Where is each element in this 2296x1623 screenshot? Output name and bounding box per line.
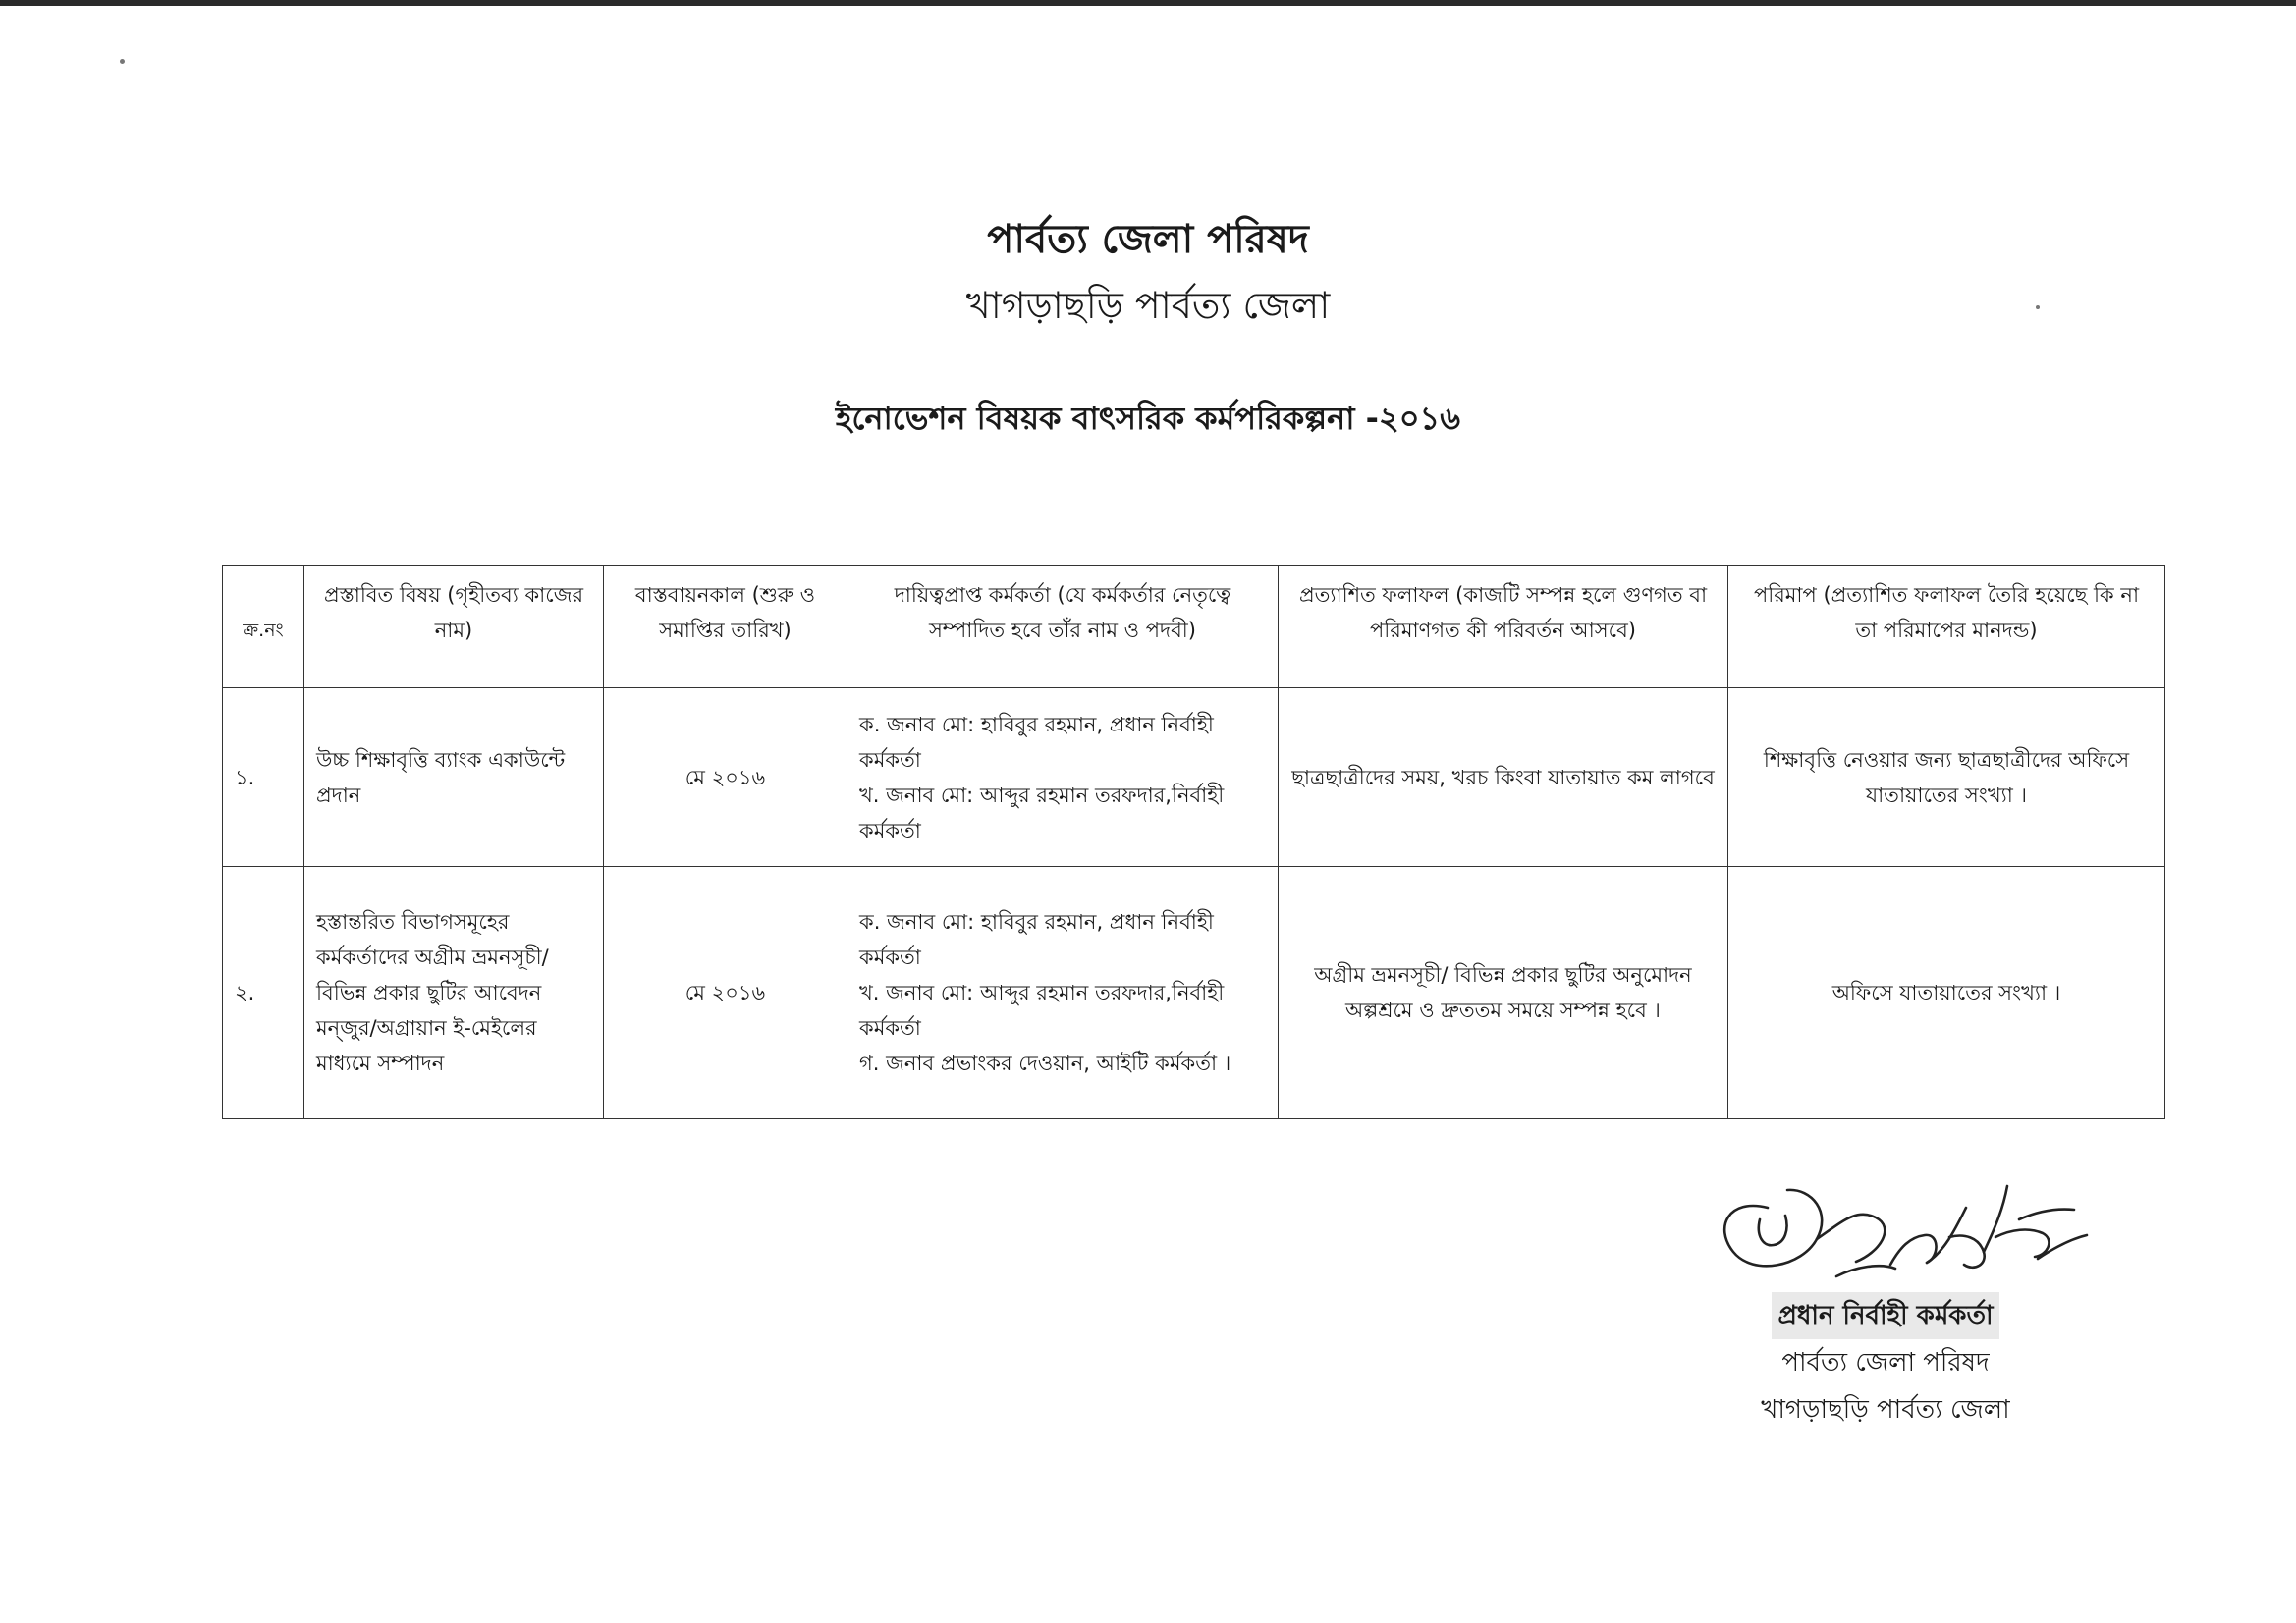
officer-line: গ. জনাব প্রভাংকর দেওয়ান, আইটি কর্মকর্তা ।	[859, 1052, 1231, 1075]
table-row	[223, 867, 2165, 1119]
table-row	[223, 688, 2165, 867]
district-name: খাগড়াছড়ি পার্বত্য জেলা	[965, 284, 1331, 327]
cell-period: মে ২০১৬	[604, 688, 847, 867]
officer-line: খ. জনাব মো: আব্দুর রহমান তরফদার,নির্বাহী কর্মকর্তা	[859, 783, 1225, 842]
cell-officers	[847, 688, 1279, 867]
signatory-title-row	[1709, 1292, 2062, 1339]
cell-subject: উচ্চ শিক্ষাবৃত্তি ব্যাংক একাউন্টে প্রদান	[304, 688, 604, 867]
cell-period: মে ২০১৬	[604, 867, 847, 1119]
scan-speck	[120, 59, 125, 64]
cell-officers	[847, 867, 1279, 1119]
scan-top-edge	[0, 0, 2296, 6]
officer-line: খ. জনাব মো: আব্দুর রহমান তরফদার,নির্বাহী কর্মকর্তা	[859, 981, 1225, 1040]
officer-line: ক. জনাব মো: হাবিবুর রহমান, প্রধান নির্বাহী কর্মকর্তা	[859, 712, 1214, 772]
column-header-officers: দায়িত্বপ্রাপ্ত কর্মকর্তা (যে কর্মকর্তার নেতৃত্বে সম্পাদিত হবে তাঁর নাম ও পদবী)	[847, 566, 1279, 688]
column-header-expected-result: প্রত্যাশিত ফলাফল (কাজটি সম্পন্ন হলে গুণগত বা পরিমাণগত কী পরিবর্তন আসবে)	[1279, 566, 1728, 688]
column-header-serial: ক্র.নং	[223, 566, 304, 688]
cell-expected-result: অগ্রীম ভ্রমনসূচী/ বিভিন্ন প্রকার ছুটির অনুমোদন অল্পশ্রমে ও দ্রুততম সময়ে সম্পন্ন হবে ।	[1279, 867, 1728, 1119]
signatory-district: খাগড়াছড়ি পার্বত্য জেলা	[1761, 1395, 2010, 1425]
column-header-measure: পরিমাপ (প্রত্যাশিত ফলাফল তৈরি হয়েছে কি না তা পরিমাপের মানদন্ড)	[1728, 566, 2165, 688]
signatory-org: পার্বত্য জেলা পরিষদ	[1781, 1348, 1990, 1378]
cell-expected-result: ছাত্রছাত্রীদের সময়, খরচ কিংবা যাতায়াত কম লাগবে	[1279, 688, 1728, 867]
column-header-subject: প্রস্তাবিত বিষয় (গৃহীতব্য কাজের নাম)	[304, 566, 604, 688]
table-header-row	[223, 566, 2165, 688]
cell-serial: ১.	[223, 688, 304, 867]
org-name: পার্বত্য জেলা পরিষদ	[987, 217, 1309, 262]
cell-measure: অফিসে যাতায়াতের সংখ্যা ।	[1728, 867, 2165, 1119]
action-plan-table	[222, 565, 2165, 1119]
column-header-period: বাস্তবায়নকাল (শুরু ও সমাপ্তির তারিখ)	[604, 566, 847, 688]
plan-title: ইনোভেশন বিষয়ক বাৎসরিক কর্মপরিকল্পনা -২০১৬	[835, 400, 1461, 437]
cell-measure: শিক্ষাবৃত্তি নেওয়ার জন্য ছাত্রছাত্রীদের অফিসে যাতায়াতের সংখ্যা ।	[1728, 688, 2165, 867]
cell-serial: ২.	[223, 867, 304, 1119]
signature-block	[1709, 1292, 2062, 1434]
signatory-title: প্রধান নির্বাহী কর্মকর্তা	[1772, 1292, 1998, 1339]
cell-subject: হস্তান্তরিত বিভাগসমূহের কর্মকর্তাদের অগ্রীম ভ্রমনসূচী/ বিভিন্ন প্রকার ছুটির আবেদন মন্জুর/অগ্রায়ান ই-মেইলের মাধ্যমে সম্পাদন	[304, 867, 604, 1119]
officer-line: ক. জনাব মো: হাবিবুর রহমান, প্রধান নির্বাহী কর্মকর্তা	[859, 910, 1214, 969]
handwritten-signature	[1709, 1168, 2102, 1296]
